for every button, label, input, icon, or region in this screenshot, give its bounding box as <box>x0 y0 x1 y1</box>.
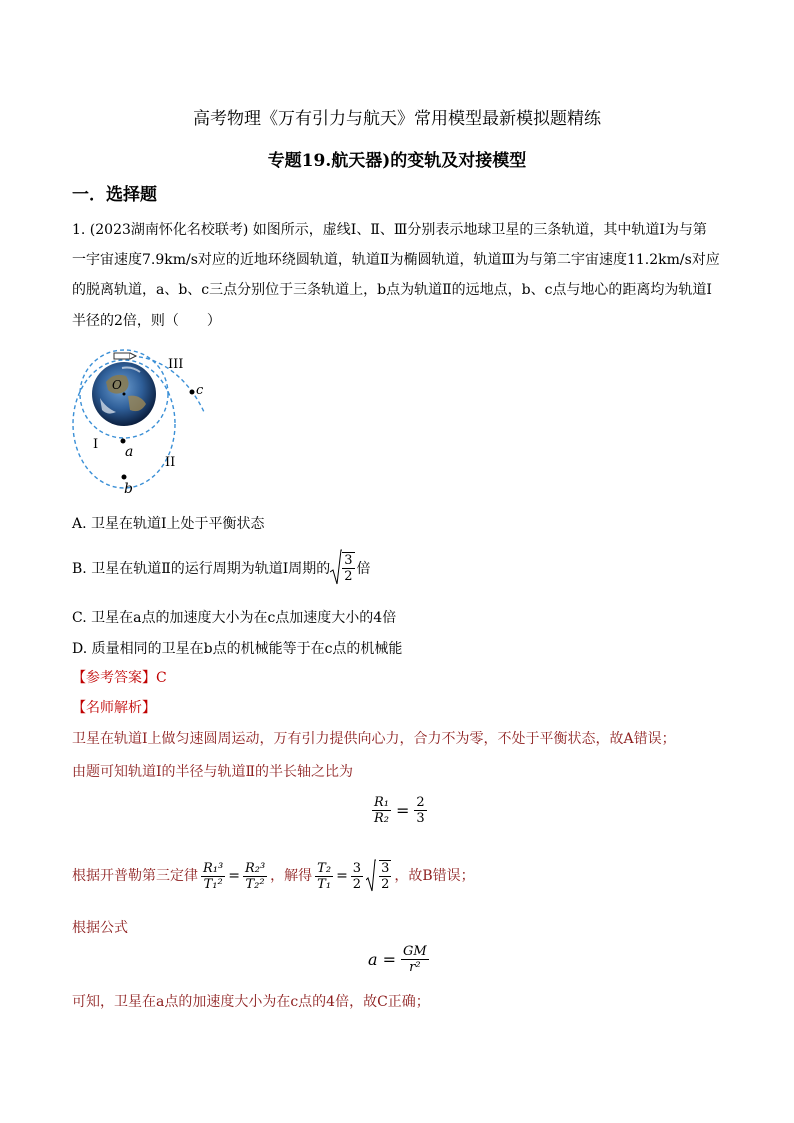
answer-label: 【参考答案】C <box>72 670 167 686</box>
k-n4: 3 <box>352 860 362 876</box>
point-o <box>123 393 126 396</box>
analysis-conclusion: 可知，卫星在a点的加速度大小为在c点的4倍，故C正确； <box>72 994 430 1010</box>
kepler-frac-3 <box>315 861 333 892</box>
eq1-den: R₂ <box>374 811 389 826</box>
label-iii: III <box>168 357 184 372</box>
sqrt-sign-icon <box>330 548 342 588</box>
label-ii: II <box>165 455 176 470</box>
label-o: O <box>112 378 122 392</box>
equation-acceleration <box>368 944 429 975</box>
label-i: I <box>93 437 99 452</box>
page-title: 高考物理《万有引力与航天》常用模型最新模拟题精练 <box>193 109 601 129</box>
k-n2: R₂³ <box>244 860 266 876</box>
analysis-label: 【名师解析】 <box>72 700 156 716</box>
analysis-line-1: 卫星在轨道Ⅰ上做匀速圆周运动，万有引力提供向心力，合力不为零，不处于平衡状态，故A错误； <box>72 731 676 747</box>
eq1-rhs-den: 3 <box>416 811 425 826</box>
eq2-frac <box>401 944 429 975</box>
satellite-icon <box>114 353 130 359</box>
k-d4: 2 <box>352 876 362 892</box>
option-b-suffix: 倍 <box>356 561 371 577</box>
option-b-text: B. 卫星在轨道Ⅱ的运行周期为轨道Ⅰ周期的 <box>72 561 331 577</box>
question-line-1: 1. (2023湖南怀化名校联考) 如图所示，虚线Ⅰ、Ⅱ、Ⅲ分别表示地球卫星的三条轨道，其中轨道Ⅰ为与第 <box>72 222 707 238</box>
eq2-den: r² <box>409 960 421 975</box>
kepler-suffix: ，故B错误； <box>394 868 475 884</box>
kepler-frac-4 <box>351 861 363 892</box>
k-d1: T₁² <box>203 876 223 892</box>
kepler-frac-2 <box>243 861 267 892</box>
eq1-rhs-num: 2 <box>416 795 425 810</box>
sqrt-sign-icon <box>366 858 376 894</box>
option-b <box>72 548 371 588</box>
eq1-lhs <box>372 795 391 826</box>
eq1-num: R₁ <box>374 795 389 810</box>
option-c: C. 卫星在a点的加速度大小为在c点加速度大小的4倍 <box>72 610 397 626</box>
k-d5: 2 <box>381 877 390 892</box>
label-b: b <box>124 481 133 497</box>
formula-label: 根据公式 <box>72 920 128 936</box>
equation-radius-ratio: $\frac{\text{R₁}}{\text{R₂}}$ = $\frac{2}{3}$ <box>374 795 425 826</box>
option-b-den: 2 <box>344 569 353 584</box>
kepler-frac-1 <box>201 861 225 892</box>
option-d: D. 质量相同的卫星在b点的机械能等于在c点的机械能 <box>72 641 403 657</box>
kepler-line: 根据开普勒第三定律 $\frac{\text{R₁³}}{\text{T₁²}}$ = $\frac{\text{R₂³}}{\text{T₂²}}$ ，解得 $\frac{\text{T₂}}{\text{T₁}}$ = $\frac{3}{2}$ $\frac{3}{2}$ ，故B错误； <box>72 858 475 894</box>
orbit-diagram <box>66 346 216 498</box>
eq1-rhs <box>414 795 426 826</box>
k-d3: T₁ <box>317 876 332 892</box>
point-b <box>122 475 127 480</box>
option-b-fraction <box>342 552 354 584</box>
question-line-4: 半径的2倍，则（ ） <box>72 313 221 329</box>
point-c <box>190 390 195 395</box>
k-n5: 3 <box>381 861 390 876</box>
analysis-line-2: 由题可知轨道Ⅰ的半径与轨道Ⅱ的半长轴之比为 <box>72 764 354 780</box>
section-heading: 一．选择题 <box>72 185 157 205</box>
kepler-frac-5 <box>379 860 391 892</box>
page-subtitle: 专题19.航天器)的变轨及对接模型 <box>267 151 527 171</box>
kepler-mid: ，解得 <box>270 868 313 884</box>
question-line-3: 的脱离轨道，a、b、c三点分别位于三条轨道上，b点为轨道Ⅱ的远地点，b、c点与地心的距离均为轨道Ⅰ <box>72 282 712 298</box>
kepler-prefix: 根据开普勒第三定律 <box>72 868 198 884</box>
k-d2: T₂² <box>245 876 265 892</box>
label-c: c <box>196 383 204 398</box>
eq2-num: GM <box>403 944 427 959</box>
label-a: a <box>125 444 134 460</box>
k-n1: R₁³ <box>203 860 224 876</box>
question-line-2: 一宇宙速度7.9km/s对应的近地环绕圆轨道，轨道Ⅱ为椭圆轨道，轨道Ⅲ为与第二宇宙速度11.2km/s对应 <box>72 252 720 268</box>
eq2-lhs: a = <box>368 950 397 969</box>
point-a <box>121 439 126 444</box>
k-n3: T₂ <box>317 860 332 876</box>
option-a: A. 卫星在轨道Ⅰ上处于平衡状态 <box>72 516 265 532</box>
option-b-num: 3 <box>344 553 353 568</box>
